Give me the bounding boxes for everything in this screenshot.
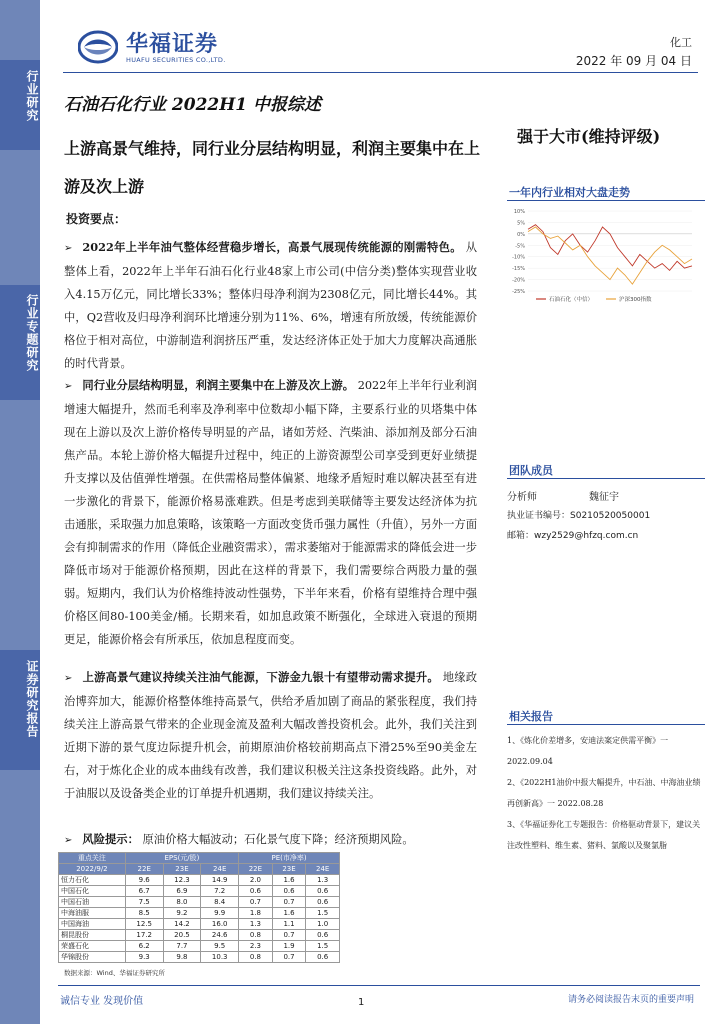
- table-cell-value: 0.6: [239, 886, 273, 897]
- brand-name-en: HUAFU SECURITIES CO.,LTD.: [126, 56, 226, 64]
- table-header-pe: PE(市净率): [239, 853, 340, 864]
- table-cell-value: 0.6: [306, 897, 340, 908]
- chart-title: 一年内行业相对大盘走势: [509, 186, 630, 199]
- chart-y-tick-label: -15%: [512, 266, 525, 273]
- table-row: [59, 941, 340, 952]
- table-body: [59, 875, 340, 963]
- table-cell-value: 6.7: [125, 886, 163, 897]
- table-source: 数据来源：Wind、华福证券研究所: [64, 969, 165, 977]
- table-cell-value: 0.6: [306, 952, 340, 963]
- team-block: [507, 488, 703, 548]
- table-cell-value: 0.7: [239, 897, 273, 908]
- key-points-heading: 投资要点：: [66, 212, 127, 226]
- license-label: 执业证书编号：: [507, 511, 571, 521]
- table-cell-value: 8.5: [125, 908, 163, 919]
- table-cell-company: 桐昆股份: [59, 930, 126, 941]
- chart-y-tick-label: -10%: [512, 254, 525, 261]
- industry-label: 化工: [670, 36, 692, 49]
- table-row: [59, 897, 340, 908]
- table-cell-value: 2.0: [239, 875, 273, 886]
- related-report-item[interactable]: 3、《华福证券化工专题报告：价格驱动背景下，建议关注改性塑料、维生素、猪料、氯酸以及聚氯脂: [507, 820, 701, 850]
- table-row: [59, 919, 340, 930]
- table-cell-value: 17.2: [125, 930, 163, 941]
- sidebar-tag-securities-report: 证券研究报告: [25, 660, 39, 738]
- table-cell-company: 中国海油: [59, 919, 126, 930]
- table-header-eps: EPS(元/股): [125, 853, 238, 864]
- table-cell-value: 1.3: [239, 919, 273, 930]
- table-cell-value: 0.7: [272, 930, 306, 941]
- left-sidebar: [0, 0, 40, 1024]
- table-cell-value: 24.6: [201, 930, 239, 941]
- chart-y-tick-label: -25%: [512, 289, 525, 295]
- rating: 强于大市(维持评级): [517, 127, 661, 146]
- table-cell-value: 1.5: [306, 941, 340, 952]
- key-point-1-lead: 2022年上半年油气整体经营稳步增长，高景气展现传统能源的刚需特色。: [82, 240, 462, 254]
- table-cell-value: 1.6: [272, 908, 306, 919]
- table-cell-value: 9.5: [201, 941, 239, 952]
- bullet-arrow-icon: ➢: [64, 243, 73, 254]
- key-point-3-body: 地缘政治博弈加大，能源价格整体维持高景气，供给矛盾加剧了商品的紧张程度，我们持续关注上游高景气带来的企业现金流及盈利大幅改善投资机会。此外，我们关注到近期下游的景气度边际提升机会，前期原油价格较前期高点下滑25%至90美金左右，对于炼化企业的成本曲线有改善，我们建议积极关注这条投资线路。此外，对于油服以及设备类企业的订单提升机遇期，我们建议持续关注。: [64, 671, 477, 800]
- table-cell-value: 1.5: [306, 908, 340, 919]
- table-row: [59, 875, 340, 886]
- page-number: 1: [358, 997, 365, 1008]
- table-cell-value: 1.9: [272, 941, 306, 952]
- table-row: [59, 930, 340, 941]
- table-cell-value: 9.2: [163, 908, 201, 919]
- related-reports: [507, 730, 703, 856]
- table-cell-company: 恒力石化: [59, 875, 126, 886]
- trend-chart: [500, 205, 700, 305]
- bullet-arrow-icon: ➢: [64, 835, 73, 846]
- table-cell-value: 9.6: [125, 875, 163, 886]
- bullet-arrow-icon: ➢: [64, 673, 73, 684]
- chart-legend-label: 石油石化（中信）: [549, 297, 594, 303]
- report-date: 2022 年 09 月 04 日: [575, 54, 692, 68]
- footer-divider: [58, 985, 700, 986]
- table-cell-value: 1.1: [272, 919, 306, 930]
- table-header-year: 23E: [272, 864, 306, 875]
- table-cell-value: 0.6: [306, 930, 340, 941]
- table-cell-company: 中国石油: [59, 897, 126, 908]
- license-number: S0210520050001: [570, 511, 651, 521]
- table-cell-value: 0.6: [272, 886, 306, 897]
- table-cell-value: 8.4: [201, 897, 239, 908]
- header-divider: [63, 72, 698, 73]
- table-header-year: 24E: [201, 864, 239, 875]
- table-cell-value: 20.5: [163, 930, 201, 941]
- analyst-role: 分析师: [507, 492, 537, 503]
- related-divider: [507, 724, 705, 725]
- table-cell-value: 0.8: [239, 952, 273, 963]
- table-header-year: 23E: [163, 864, 201, 875]
- table-header-year: 22E: [125, 864, 163, 875]
- table-cell-value: 8.0: [163, 897, 201, 908]
- risk-note: [64, 828, 477, 852]
- chart-series-line-0: [528, 225, 692, 271]
- table-cell-value: 9.8: [163, 952, 201, 963]
- table-cell-value: 7.2: [201, 886, 239, 897]
- huafu-logo: [78, 28, 258, 72]
- table-cell-company: 荣盛石化: [59, 941, 126, 952]
- table-cell-value: 0.6: [306, 886, 340, 897]
- chart-legend-label: 沪深300指数: [619, 297, 652, 303]
- table-cell-value: 16.0: [201, 919, 239, 930]
- sidebar-tag-industry-research: 行业研究: [25, 70, 39, 122]
- email-label: 邮箱：: [507, 531, 535, 541]
- table-header-date: 2022/9/2: [59, 864, 126, 875]
- key-point-3-lead: 上游高景气建议持续关注油气能源，下游金九银十有望带动需求提升。: [82, 670, 439, 684]
- chart-y-tick-label: -5%: [515, 243, 525, 250]
- table-cell-value: 6.9: [163, 886, 201, 897]
- table-cell-company: 中海油服: [59, 908, 126, 919]
- table-header-year: 24E: [306, 864, 340, 875]
- table-cell-value: 1.8: [239, 908, 273, 919]
- table-header-year: 22E: [239, 864, 273, 875]
- table-cell-value: 1.6: [272, 875, 306, 886]
- table-row: [59, 952, 340, 963]
- table-cell-value: 6.2: [125, 941, 163, 952]
- footer-disclaimer: 请务必阅读报告末页的重要声明: [567, 995, 694, 1005]
- chart-series-line-1: [528, 227, 692, 284]
- sidebar-tag-topic-research: 行业专题研究: [25, 294, 39, 372]
- table-cell-value: 12.3: [163, 875, 201, 886]
- valuation-table: [58, 852, 340, 963]
- analyst-name: 魏征宇: [589, 492, 619, 503]
- key-point-2: [64, 374, 477, 664]
- chart-title-divider: [507, 200, 705, 201]
- bullet-arrow-icon: ➢: [64, 381, 73, 392]
- risk-lead: 风险提示：: [82, 832, 139, 846]
- key-point-2-body: 2022年上半年行业利润增速大幅提升，然而毛利率及净利率中位数却小幅下降，主要系行业的贝塔集中体现在上游以及次上游价格传导明显的产品，诸如芳烃、汽柴油、添加剂及部分石油焦产品。本轮上游价格大幅提升过程中，纯正的上游资源型公司享受到更好业绩提升支撑以及估值弹性增强。在供需格局整体偏紧、地缘矛盾短时难以解决甚至有进一步激化的背景下，能源价格易涨难跌。但是考虑到美联储等主要发达经济体为抗击通胀，采取强力加息策略，该策略一方面改变货币强力属性（升值），另外一方面会有抑制需求的作用（降低企业融资需求），需求萎缩对于能源需求的降低会进一步降低市场对于能源价格预期，因此在这样的背景下，我们需要综合两股力量的强弱。短期内，我们认为价格维持波动性强势，下半年来看，价格有望维持合理中强价格区间80-100美金/桶。长期来看，如加息政策不断强化，全球进入衰退的预期更足，能源价格会有所承压，依加息程度而变。: [64, 379, 477, 646]
- table-row: [59, 908, 340, 919]
- table-cell-company: 华锦股份: [59, 952, 126, 963]
- key-point-1: [64, 236, 477, 374]
- table-cell-value: 1.0: [306, 919, 340, 930]
- report-title: 石油石化行业 2022H1 中报综述: [64, 95, 322, 115]
- huafu-logo-icon: [78, 30, 118, 64]
- table-cell-value: 0.7: [272, 952, 306, 963]
- related-heading: 相关报告: [509, 710, 553, 723]
- table-cell-value: 1.3: [306, 875, 340, 886]
- brand-name: 华福证券: [126, 32, 219, 57]
- related-report-item[interactable]: 1、《炼化价差增多，安迪法案定供需平衡》一 2022.09.04: [507, 736, 669, 766]
- table-cell-value: 7.7: [163, 941, 201, 952]
- team-heading: 团队成员: [509, 464, 553, 477]
- table-cell-value: 9.9: [201, 908, 239, 919]
- analyst-email[interactable]: wzy2529@hfzq.com.cn: [534, 531, 639, 541]
- report-subtitle: 上游高景气维持，同行业分层结构明显，利润主要集中在上游及次上游: [64, 139, 481, 196]
- risk-body: 原油价格大幅波动；石化景气度下降；经济预期风险。: [142, 833, 414, 846]
- table-cell-value: 2.3: [239, 941, 273, 952]
- table-cell-value: 12.5: [125, 919, 163, 930]
- chart-y-tick-label: 5%: [517, 220, 525, 227]
- table-cell-value: 0.8: [239, 930, 273, 941]
- footer-slogan: 诚信专业 发现价值: [60, 996, 144, 1007]
- chart-y-tick-label: -20%: [512, 277, 525, 284]
- table-cell-value: 14.2: [163, 919, 201, 930]
- table-row: [59, 886, 340, 897]
- team-divider: [507, 478, 705, 479]
- table-cell-value: 7.5: [125, 897, 163, 908]
- key-point-3: [64, 666, 477, 828]
- table-cell-value: 0.7: [272, 897, 306, 908]
- table-header-company: 重点关注: [59, 853, 126, 864]
- related-report-item[interactable]: 2、《2022H1油价中报大幅提升，中石油、中海油业绩再创新高》一 2022.08.28: [507, 778, 701, 808]
- key-point-2-lead: 同行业分层结构明显，利润主要集中在上游及次上游。: [82, 378, 355, 392]
- key-point-1-body: 从整体上看，2022年上半年石油石化行业48家上市公司(中信分类)整体实现营业收入4.15万亿元，同比增长33%；整体归母净利润为2308亿元，同比增长44%。其中，Q2营收及归母净利润环比增速分别为11%、6%，增速有所放缓，传统能源价格位于相对高位，中游制造利润挤压严重，发达经济体正处于加大力度解决高通胀的时代背景。: [64, 241, 477, 370]
- table-cell-value: 14.9: [201, 875, 239, 886]
- chart-y-tick-label: 0%: [517, 231, 525, 238]
- table-cell-value: 10.3: [201, 952, 239, 963]
- chart-y-tick-label: 10%: [513, 209, 525, 215]
- table-cell-value: 9.3: [125, 952, 163, 963]
- table-cell-company: 中国石化: [59, 886, 126, 897]
